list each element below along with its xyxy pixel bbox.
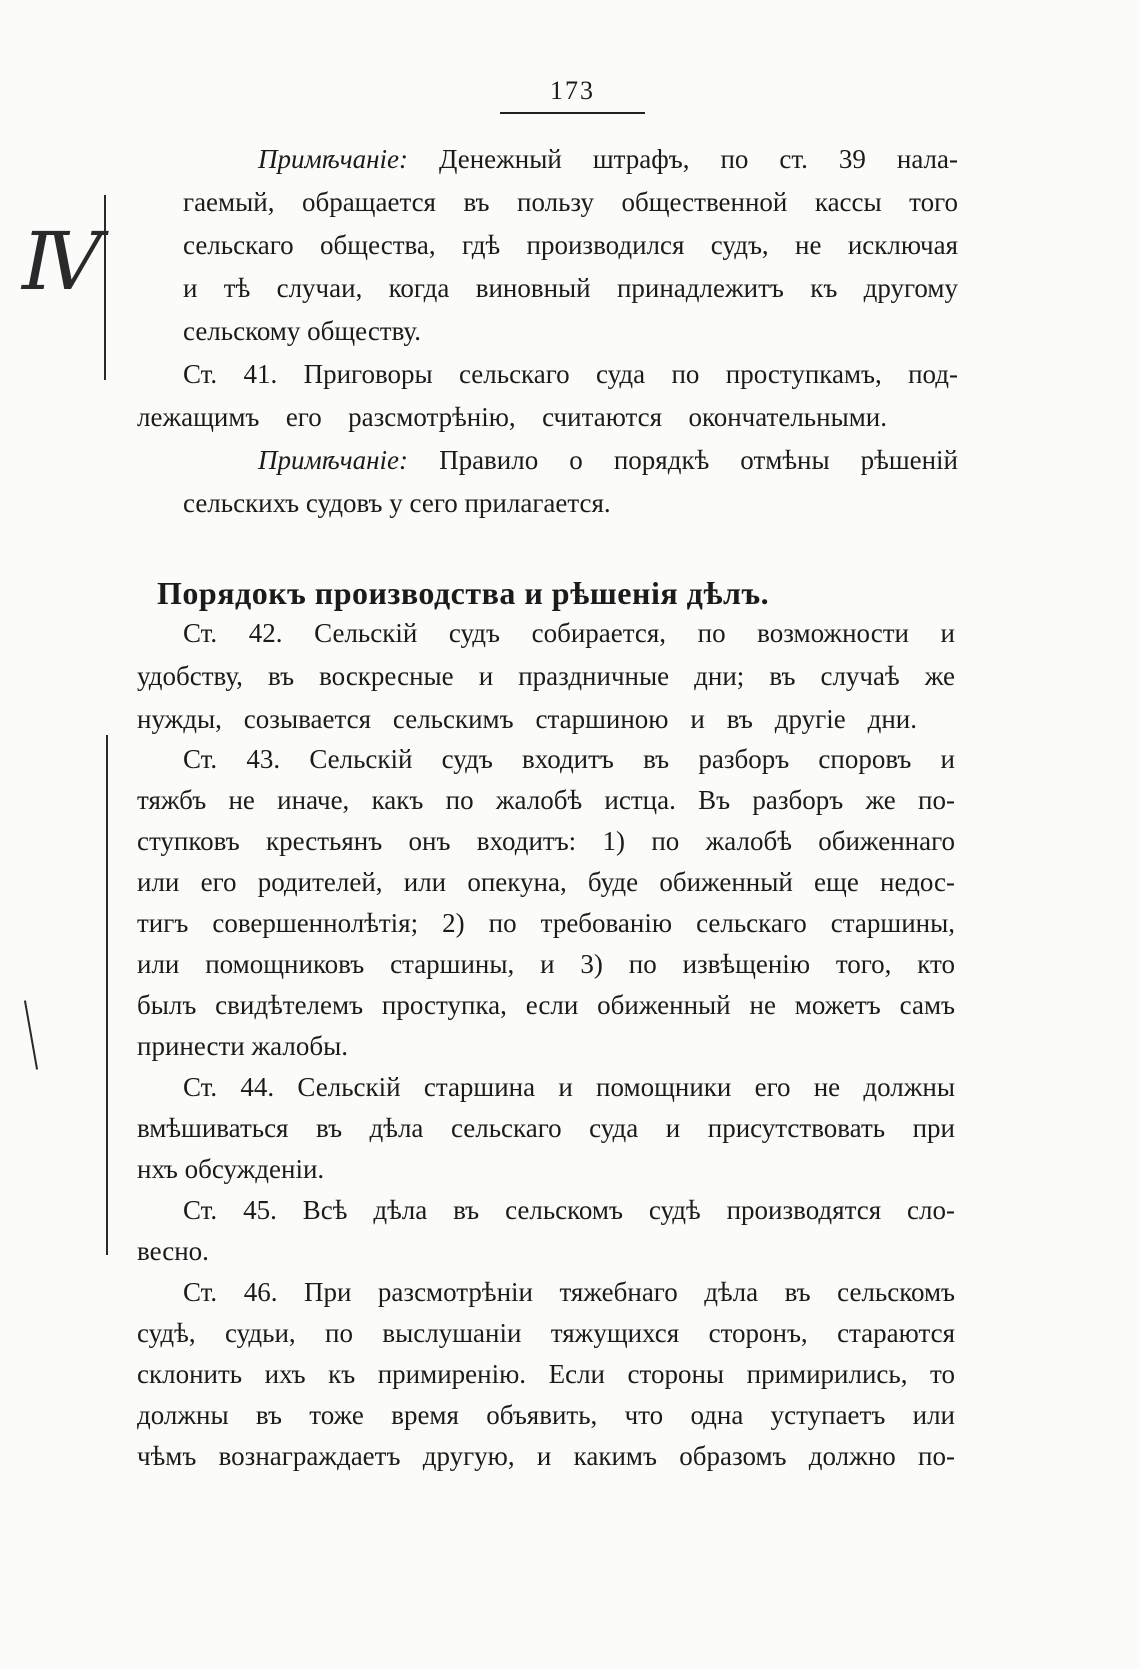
- article-43-line: былъ свидѣтелемъ проступка, если обиженный не можетъ самъ: [137, 990, 955, 1020]
- article-43-line: Ст. 43. Сельскій судъ входитъ въ разборъ споровъ и: [183, 744, 955, 774]
- margin-pencil-stroke: [24, 1000, 38, 1069]
- article-43-line: ступковъ крестьянъ онъ входитъ: 1) по жалобѣ обиженнаго: [137, 826, 955, 856]
- note-40-line: и тѣ случаи, когда виновный принадлежитъ къ другому: [183, 273, 958, 303]
- article-46-line: Ст. 46. При разсмотрѣніи тяжебнаго дѣла въ сельскомъ: [183, 1277, 955, 1307]
- article-44-line: Ст. 44. Сельскій старшина и помощники его не должны: [183, 1072, 955, 1102]
- margin-sidebar-line: [106, 735, 108, 1255]
- note-text: Правило о порядкѣ отмѣны рѣшеній: [408, 445, 958, 475]
- article-43-line: или его родителей, или опекуна, буде обиженный еще недос-: [137, 867, 955, 897]
- article-42-line: удобству, въ воскресные и праздничные дни; въ случаѣ же: [137, 661, 955, 691]
- article-42-line: Ст. 42. Сельскій судъ собирается, по возможности и: [183, 618, 955, 648]
- page-number: 173: [550, 76, 595, 105]
- article-45-line: весно.: [137, 1236, 209, 1266]
- article-44-line: вмѣшиваться въ дѣла сельскаго суда и присутствовать при: [137, 1113, 955, 1143]
- section-heading: Порядокъ производства и рѣшенія дѣлъ.: [157, 575, 770, 611]
- note-40-line: сельскаго общества, гдѣ производился судъ, не исключая: [183, 230, 958, 260]
- article-45-line: Ст. 45. Всѣ дѣла въ сельскомъ судѣ производятся сло-: [183, 1195, 955, 1225]
- note-text: Денежный штрафъ, по ст. 39 нала-: [408, 144, 958, 174]
- note-41-line: сельскихъ судовъ у сего прилагается.: [183, 488, 611, 518]
- note-label: Примѣчаніе:: [258, 445, 408, 475]
- note-40-line: сельскому обществу.: [183, 316, 421, 346]
- margin-sidebar-line: [104, 195, 106, 380]
- margin-pencil-annotation: Ⅳ: [22, 219, 102, 307]
- article-46-line: чѣмъ вознаграждаетъ другую, и какимъ образомъ должно по-: [137, 1441, 955, 1471]
- article-46-line: склонить ихъ къ примиренію. Если стороны примирились, то: [137, 1359, 955, 1389]
- article-43-line: тигъ совершеннолѣтія; 2) по требованію сельскаго старшины,: [137, 908, 955, 938]
- page-number-rule: [500, 112, 645, 114]
- note-41-line: [258, 439, 958, 483]
- article-43-line: тяжбъ не иначе, какъ по жалобѣ истца. Въ разборъ же по-: [137, 785, 955, 815]
- article-42-line: нужды, созывается сельскимъ старшиною и въ другіе дни.: [137, 704, 917, 734]
- note-40-line: [258, 138, 958, 182]
- note-40-line: гаемый, обращается въ пользу общественной кассы того: [183, 187, 958, 217]
- article-43-line: принести жалобы.: [137, 1031, 348, 1061]
- article-41-line: лежащимъ его разсмотрѣнію, считаются окончательными.: [137, 402, 887, 432]
- article-46-line: должны въ тоже время объявить, что одна уступаетъ или: [137, 1400, 955, 1430]
- article-41-line: Ст. 41. Приговоры сельскаго суда по проступкамъ, под-: [183, 359, 958, 389]
- article-43-line: или помощниковъ старшины, и 3) по извѣщенію того, кто: [137, 949, 955, 979]
- article-46-line: судѣ, судьи, по выслушаніи тяжущихся сторонъ, стараются: [137, 1318, 955, 1348]
- note-label: Примѣчаніе:: [258, 144, 408, 174]
- article-44-line: нхъ обсужденіи.: [137, 1154, 325, 1184]
